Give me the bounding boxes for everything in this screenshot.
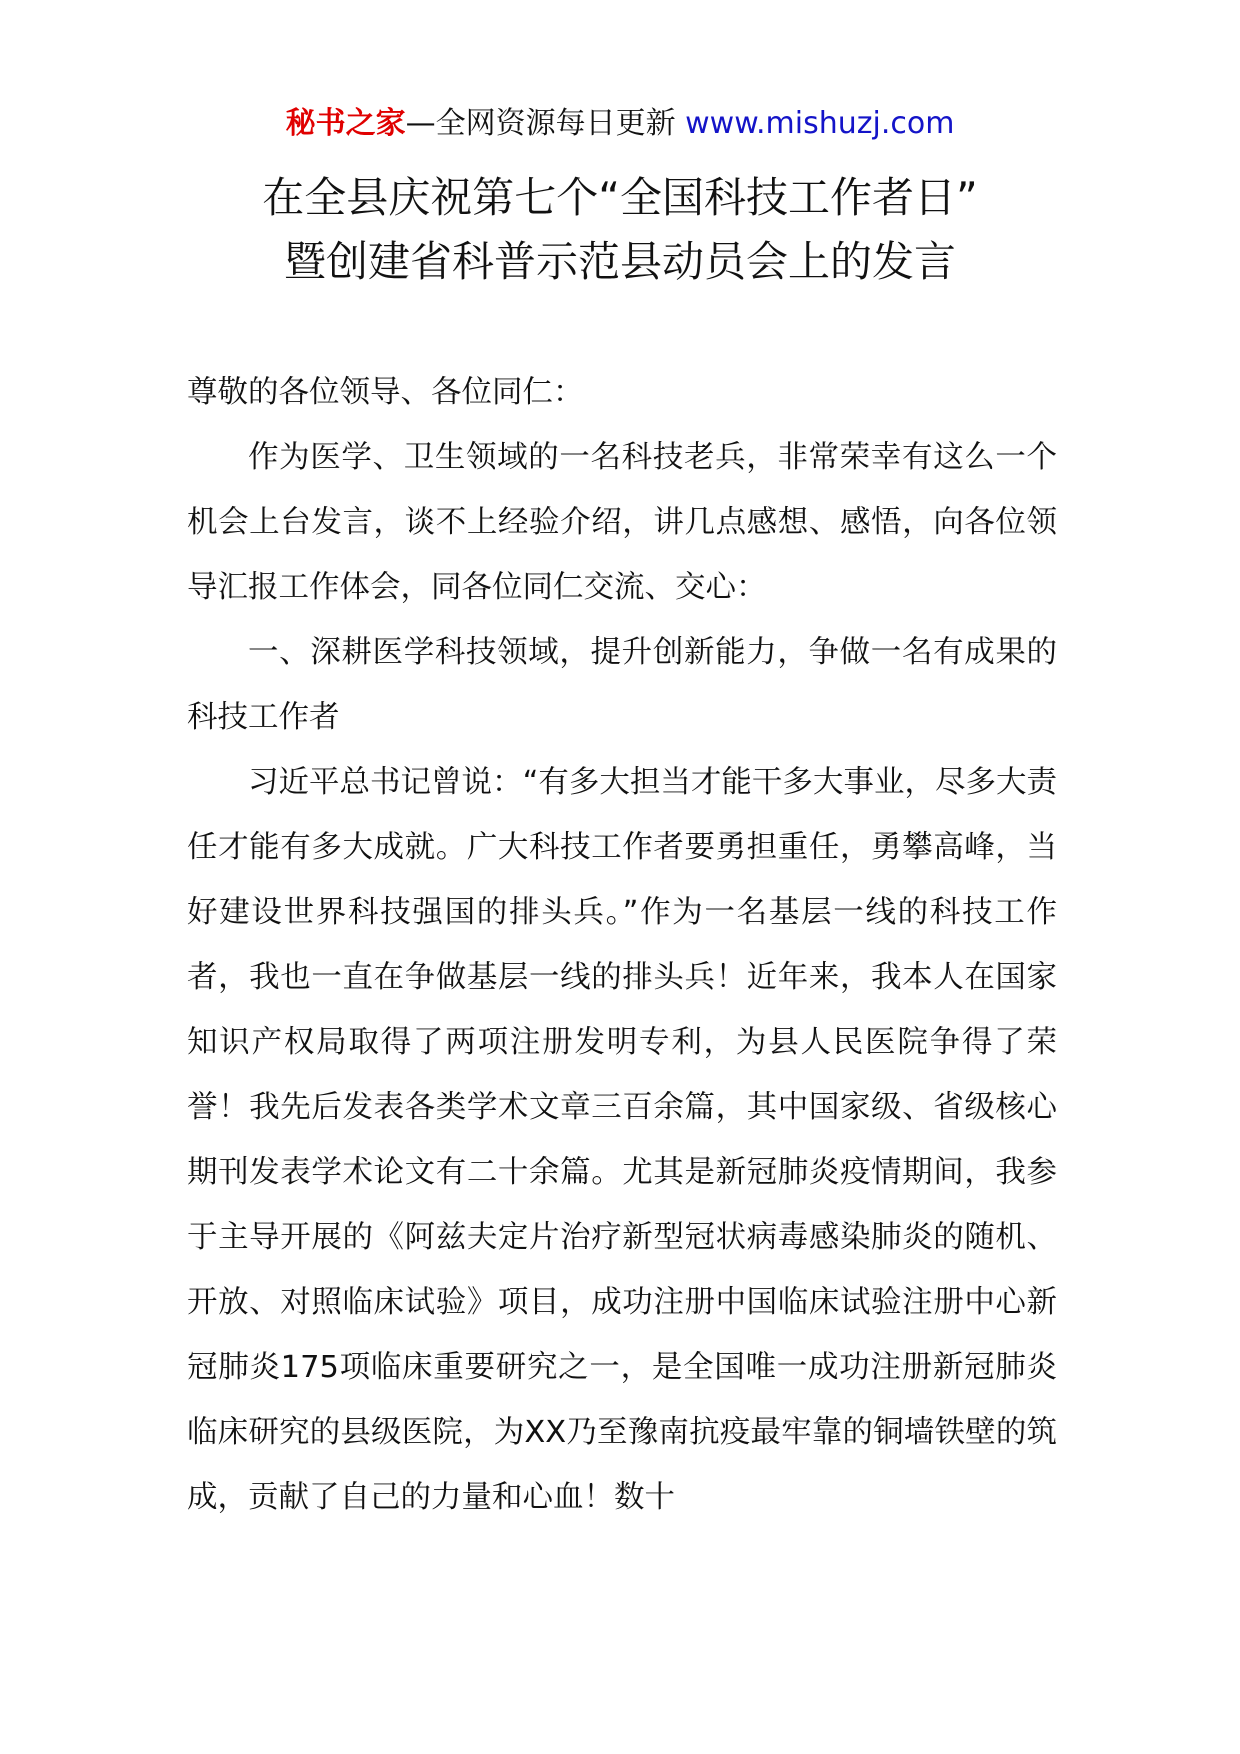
site-tagline: —全网资源每日更新 (405, 106, 676, 141)
document-title (0, 166, 1240, 294)
site-url-link[interactable]: www.mishuzj.com (685, 106, 955, 141)
section-1-paragraph: 习近平总书记曾说：“有多大担当才能干多大事业，尽多大责任才能有多大成就。广大科技工作者要勇担重任，勇攀高峰，当好建设世界科技强国的排头兵。”作为一名基层一线的科技工作者，我也一直在争做基层一线的排头兵！近年来，我本人在国家知识产权局取得了两项注册发明专利，为县人民医院争得了荣誉！我先后发表各类学术文章三百余篇，其中国家级、省级核心期刊发表学术论文有二十余篇。尤其是新冠肺炎疫情期间，我参于主导开展的《阿兹夫定片治疗新型冠状病毒感染肺炎的随机、开放、对照临床试验》项目，成功注册中国临床试验注册中心新冠肺炎175项临床重要研究之一，是全国唯一成功注册新冠肺炎临床研究的县级医院，为XX乃至豫南抗疫最牢靠的铜墙铁壁的筑成，贡献了自己的力量和心血！数十 (187, 765, 1057, 1515)
brand-name: 秘书之家 (285, 106, 406, 141)
title-line-2: 暨创建省科普示范县动员会上的发言 (283, 237, 956, 286)
section-heading-1: 一、深耕医学科技领域，提升创新能力，争做一名有成果的科技工作者 (187, 635, 1057, 735)
site-watermark-header (0, 102, 1240, 146)
salutation: 尊敬的各位领导、各位同仁： (187, 375, 584, 410)
title-line-1: 在全县庆祝第七个“全国科技工作者日” (262, 173, 978, 222)
document-body (187, 360, 1057, 1530)
intro-paragraph: 作为医学、卫生领域的一名科技老兵，非常荣幸有这么一个机会上台发言，谈不上经验介绍，讲几点感想、感悟，向各位领导汇报工作体会，同各位同仁交流、交心： (187, 440, 1057, 605)
